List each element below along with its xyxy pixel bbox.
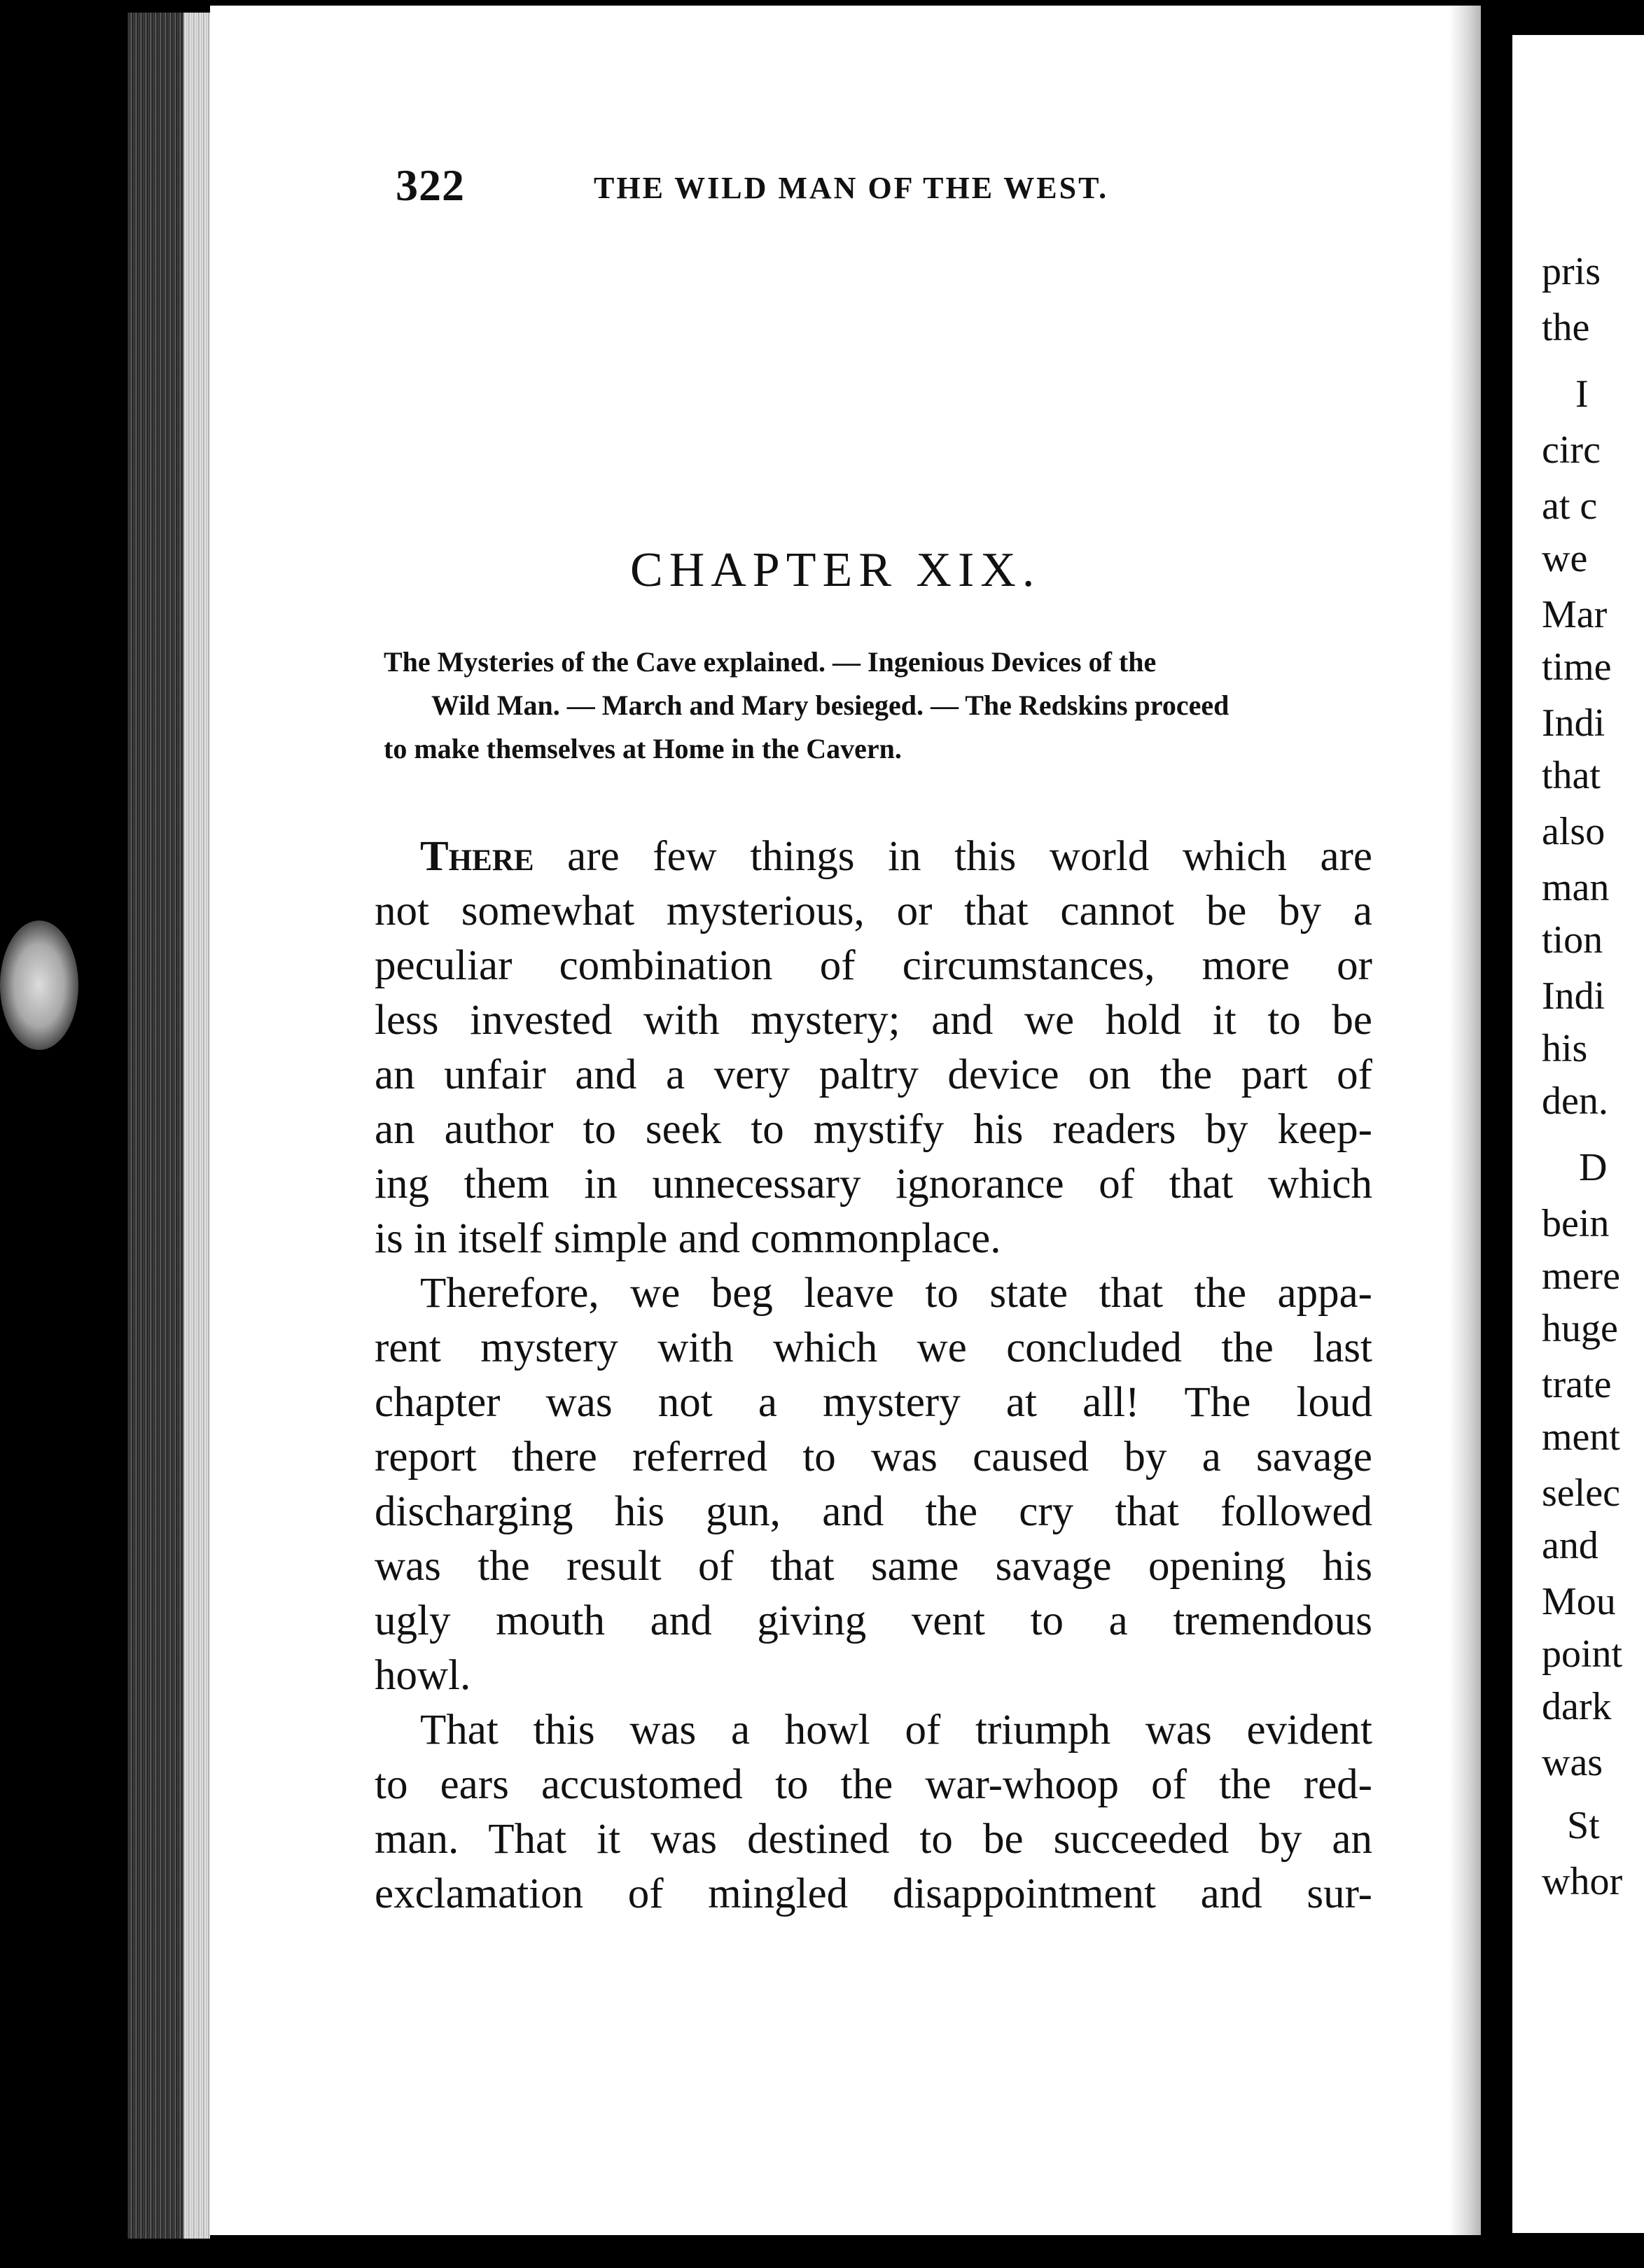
facing-page-line: circ [1542, 428, 1601, 472]
text-line: rent mystery with which we concluded the last [375, 1324, 1372, 1371]
text-line: discharging his gun, and the cry that followed [375, 1488, 1372, 1535]
chapter-title: CHAPTER XIX. [630, 543, 1041, 597]
text-line: howl. [375, 1652, 471, 1699]
facing-page-line: selec [1542, 1471, 1620, 1515]
text-line: to ears accustomed to the war-whoop of the red- [375, 1761, 1372, 1808]
text-line-rest: are few things in this world which are [534, 833, 1372, 880]
facing-page-line: tion [1542, 918, 1603, 962]
gutter-shadow [1449, 6, 1481, 2235]
text-line: Therefore, we beg leave to state that the appa- [420, 1270, 1372, 1317]
summary-line: to make themselves at Home in the Cavern. [384, 733, 902, 764]
summary-line: The Mysteries of the Cave explained. — Ingenious Devices of the [384, 646, 1157, 678]
facing-page-line: Mou [1542, 1580, 1616, 1623]
thumb-smudge [0, 920, 78, 1050]
facing-page-line: huge [1542, 1307, 1618, 1350]
facing-page-line: bein [1542, 1202, 1610, 1245]
text-line: an unfair and a very paltry device on the part of [375, 1051, 1372, 1098]
page-edges-light [183, 13, 210, 2239]
text-line: That this was a howl of triumph was evident [420, 1707, 1372, 1754]
facing-page-line: point [1542, 1632, 1623, 1676]
facing-page-line: pris [1542, 250, 1601, 293]
text-line: ing them in unnecessary ignorance of that which [375, 1161, 1372, 1208]
facing-page-line: St [1567, 1804, 1600, 1847]
running-head: THE WILD MAN OF THE WEST. [594, 171, 1109, 205]
facing-page-line: and [1542, 1524, 1598, 1567]
facing-page-line: mere [1542, 1254, 1620, 1298]
facing-page-line: the [1542, 306, 1590, 349]
text-line: is in itself simple and commonplace. [375, 1215, 1001, 1262]
facing-page-line: trate [1542, 1363, 1612, 1406]
facing-page-line: his [1542, 1027, 1588, 1070]
text-line: ugly mouth and giving vent to a tremendous [375, 1597, 1372, 1644]
text-line [375, 830, 1372, 884]
facing-page-line: den. [1542, 1079, 1608, 1123]
page-number: 322 [396, 160, 465, 210]
facing-page-line: whor [1542, 1860, 1623, 1903]
facing-page-line: D [1579, 1146, 1608, 1189]
chapter-summary [384, 640, 1378, 771]
text-line: an author to seek to mystify his readers by keep- [375, 1106, 1372, 1153]
facing-page-line: I [1575, 372, 1589, 416]
facing-page-line: ment [1542, 1415, 1620, 1459]
facing-page-line: at c [1542, 484, 1598, 528]
facing-page-line: Indi [1542, 701, 1605, 745]
text-line: peculiar combination of circumstances, more or [375, 942, 1372, 989]
text-line: chapter was not a mystery at all! The loud [375, 1379, 1372, 1426]
text-line: was the result of that same savage opening his [375, 1543, 1372, 1590]
facing-page-line: time [1542, 645, 1612, 689]
text-line: exclamation of mingled disappointment and sur- [375, 1870, 1372, 1917]
drop-word: There [420, 833, 534, 880]
facing-page-line: man [1542, 866, 1610, 909]
facing-page-line: was [1542, 1741, 1603, 1784]
facing-page-line: we [1542, 537, 1588, 580]
text-line: man. That it was destined to be succeeded by an [375, 1816, 1372, 1863]
facing-page-line: also [1542, 810, 1605, 853]
body-text [375, 830, 1372, 1921]
facing-page-line: that [1542, 754, 1601, 797]
text-line: report there referred to was caused by a savage [375, 1434, 1372, 1480]
text-line: not somewhat mysterious, or that cannot be by a [375, 888, 1372, 934]
facing-page-line: Mar [1542, 593, 1608, 636]
facing-page-line: dark [1542, 1685, 1612, 1728]
facing-page [1512, 35, 1644, 2233]
facing-page-line: Indi [1542, 974, 1605, 1018]
text-line: less invested with mystery; and we hold it to be [375, 997, 1372, 1044]
summary-line: Wild Man. — March and Mary besieged. — The Redskins proceed [431, 690, 1229, 721]
